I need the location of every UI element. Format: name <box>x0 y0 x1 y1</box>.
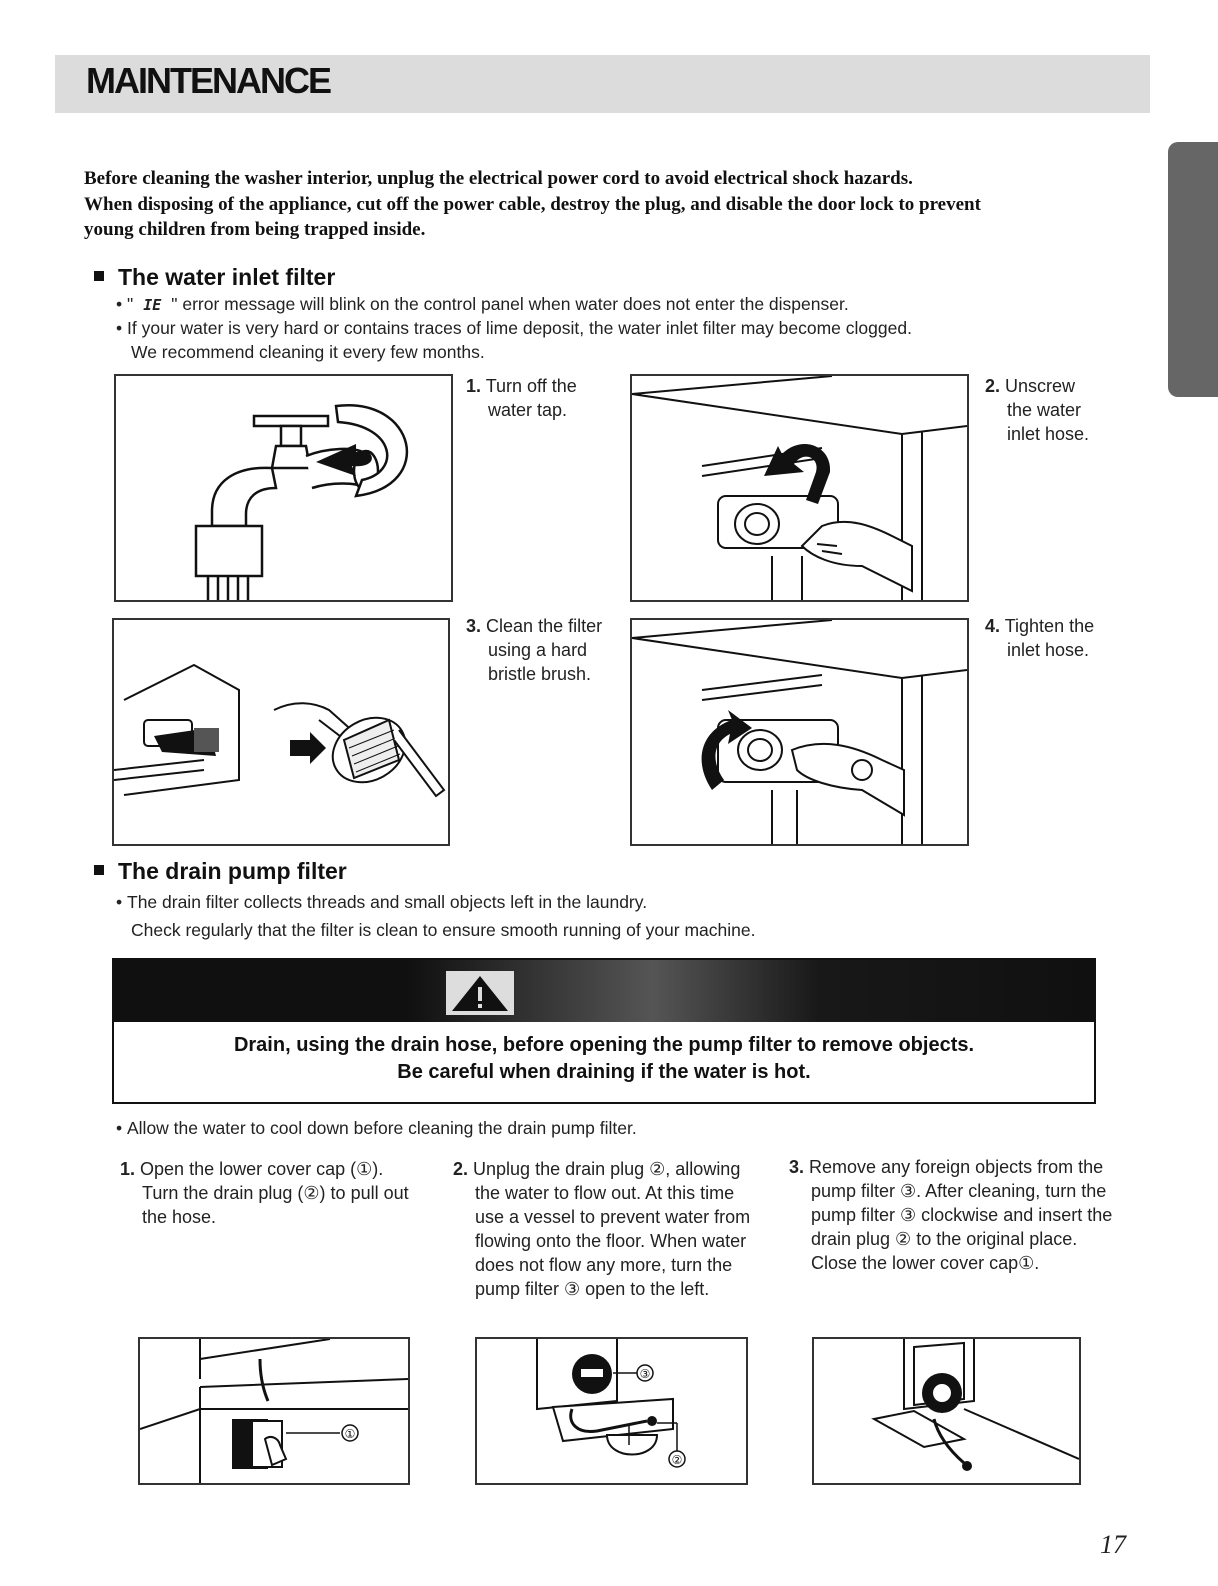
figure-clean-filter <box>112 618 450 846</box>
figure-tighten-hose <box>630 618 969 846</box>
step-number: 2. <box>453 1159 469 1179</box>
open-cover-illustration <box>140 1339 408 1483</box>
callout-filter: ③ <box>639 1367 651 1381</box>
step-text: Clean the filter using a hard bristle brush. <box>486 616 603 684</box>
drain-collects-text: The drain filter collects threads and small objects left in the laundry. <box>127 892 648 912</box>
page-title: MAINTENANCE <box>86 60 330 101</box>
callout-plug: ② <box>671 1453 683 1467</box>
figure-open-cover-cap <box>138 1337 410 1485</box>
warning-line-2: When disposing of the appliance, cut off the power cable, destroy the plug, and disable the door lock to prevent <box>84 193 981 215</box>
inlet-step-3 <box>466 614 606 686</box>
inlet-filter-heading-text: The water inlet filter <box>118 264 336 290</box>
drain-water-illustration <box>477 1339 746 1483</box>
unscrew-hose-illustration <box>632 376 967 600</box>
warning-line-1: Before cleaning the washer interior, unplug the electrical power cord to avoid electrical shock hazards. <box>84 168 913 189</box>
drain-filter-heading <box>94 858 347 885</box>
inlet-step-2 <box>985 374 1105 446</box>
error-code: IE <box>143 296 162 314</box>
drain-bullet-cool-down: • Allow the water to cool down before cleaning the drain pump filter. <box>116 1118 637 1138</box>
step-number: 1. <box>120 1159 136 1179</box>
inlet-bullet-error: • " IE " error message will blink on the control panel when water does not enter the dispenser. <box>116 294 849 314</box>
step-text: Turn off the water tap. <box>485 376 577 420</box>
drain-step-3 <box>789 1155 1119 1275</box>
figure-clean-pump-filter <box>812 1337 1081 1485</box>
caution-box <box>112 958 1096 1104</box>
bullet-square-icon <box>94 271 104 281</box>
step-text: Remove any foreign objects from the pump filter ③. After cleaning, turn the pump filter ③ clockwise and insert the drain plug ② to the original place. Close the lower cover cap①. <box>809 1157 1113 1273</box>
caution-message <box>114 1032 1094 1086</box>
cool-down-text: Allow the water to cool down before cleaning the drain pump filter. <box>127 1118 637 1138</box>
hardwater-text: If your water is very hard or contains traces of lime deposit, the water inlet filter may become clogged. <box>127 318 912 338</box>
inlet-bullet-hardwater: • If your water is very hard or contains traces of lime deposit, the water inlet filter may become clogged. <box>116 318 912 338</box>
step-number: 4. <box>985 616 1001 636</box>
step-number: 1. <box>466 376 482 396</box>
callout-cap: ① <box>344 1427 356 1441</box>
step-text: Unscrew the water inlet hose. <box>1005 376 1090 444</box>
tighten-hose-illustration <box>632 620 967 844</box>
step-text: Unplug the drain plug ②, allowing the water to flow out. At this time use a vessel to prevent water from flowing onto the floor. When water does not flow any more, turn the pump filter ③ open to the left. <box>473 1159 751 1299</box>
step-text: Tighten the inlet hose. <box>1004 616 1095 660</box>
caution-header-bar <box>114 960 1094 1022</box>
page-number: 17 <box>1100 1530 1126 1559</box>
step-number: 3. <box>789 1157 805 1177</box>
section-side-tab <box>1168 142 1218 397</box>
inlet-recommend: We recommend cleaning it every few months. <box>131 342 485 362</box>
inlet-filter-heading <box>94 264 335 291</box>
quote-open: " <box>127 294 134 314</box>
figure-unscrew-hose <box>630 374 969 602</box>
step-number: 2. <box>985 376 1001 396</box>
safety-warning-text <box>84 166 1164 243</box>
clean-pump-filter-illustration <box>814 1339 1079 1483</box>
clean-filter-illustration <box>114 620 448 844</box>
drain-step-2 <box>453 1157 763 1301</box>
warning-triangle-icon <box>446 971 514 1015</box>
step-number: 3. <box>466 616 482 636</box>
drain-step-1 <box>120 1157 420 1229</box>
caution-line-1: Drain, using the drain hose, before opening the pump filter to remove objects. <box>233 1034 975 1056</box>
warning-line-3: young children from being trapped inside. <box>84 219 426 240</box>
error-message-text: " error message will blink on the control panel when water does not enter the dispenser. <box>171 294 849 314</box>
step-text: Open the lower cover cap (①). Turn the drain plug (②) to pull out the hose. <box>140 1159 409 1227</box>
figure-turn-off-tap <box>114 374 453 602</box>
inlet-step-4 <box>985 614 1105 662</box>
bullet-square-icon <box>94 865 104 875</box>
drain-bullet-collects: • The drain filter collects threads and small objects left in the laundry. <box>116 892 648 912</box>
figure-drain-water <box>475 1337 748 1485</box>
inlet-step-1 <box>466 374 606 422</box>
drain-check-regularly: Check regularly that the filter is clean to ensure smooth running of your machine. <box>131 920 756 940</box>
tap-illustration <box>116 376 451 600</box>
caution-line-2: Be careful when draining if the water is hot. <box>397 1061 811 1083</box>
drain-filter-heading-text: The drain pump filter <box>118 858 347 884</box>
